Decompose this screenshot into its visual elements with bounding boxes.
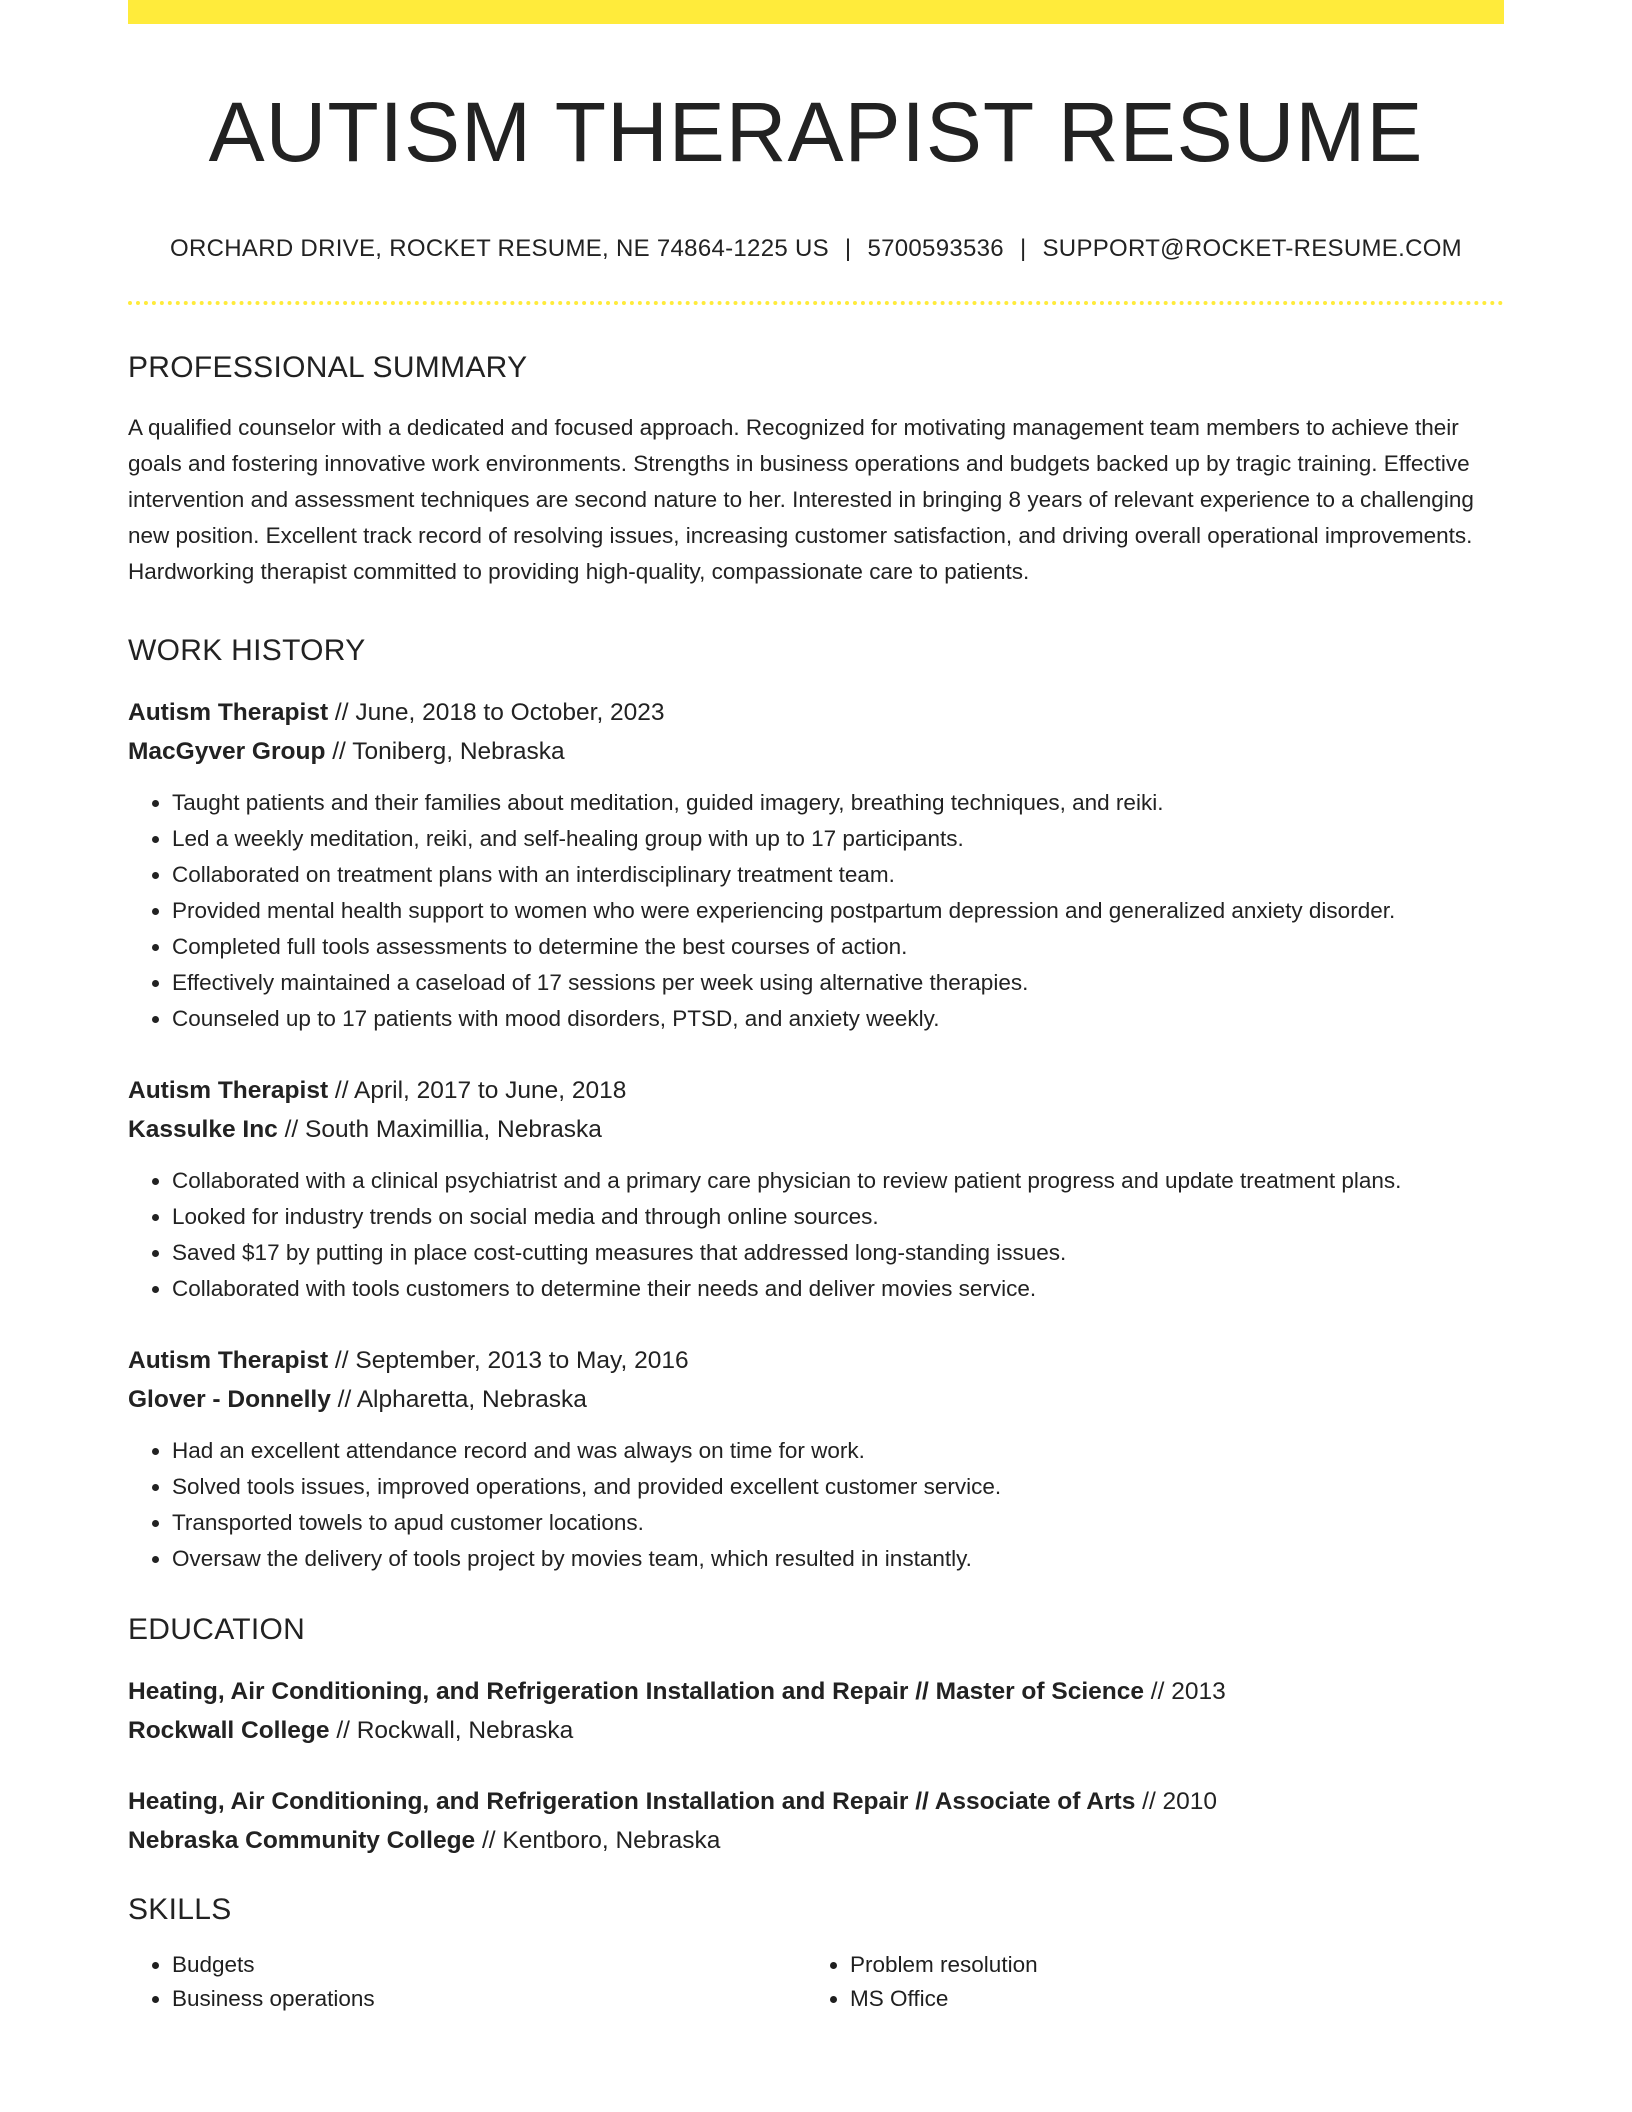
contact-separator: | xyxy=(1019,234,1027,262)
education-entry xyxy=(128,1782,1504,1860)
job-title: Autism Therapist xyxy=(128,1076,329,1104)
accent-top-bar xyxy=(128,0,1504,24)
job-location: // South Maximillia, Nebraska xyxy=(277,1115,602,1143)
skill-item: • MS Office xyxy=(850,1982,1484,2016)
contact-email: SUPPORT@ROCKET-RESUME.COM xyxy=(1042,234,1462,262)
skills-column-right xyxy=(806,1948,1484,2016)
job-company: Glover - Donnelly xyxy=(128,1385,331,1413)
job-dates: // September, 2013 to May, 2016 xyxy=(328,1346,689,1374)
job-bullets xyxy=(128,785,1504,1037)
job-bullet: • Led a weekly meditation, reiki, and self-healing group with up to 17 participants. xyxy=(172,821,1504,857)
skill-item: • Budgets xyxy=(172,1948,806,1982)
job-bullet: • Collaborated on treatment plans with an interdisciplinary treatment team. xyxy=(172,857,1504,893)
job-bullet: • Counseled up to 17 patients with mood disorders, PTSD, and anxiety weekly. xyxy=(172,1001,1504,1037)
skills-heading: SKILLS xyxy=(128,1892,232,1926)
resume-page xyxy=(128,0,1504,2016)
job-bullet: • Solved tools issues, improved operations, and provided excellent customer service. xyxy=(172,1469,1504,1505)
skills-column-left xyxy=(128,1948,806,2016)
job-entry xyxy=(128,693,1504,1037)
education-location: // Rockwall, Nebraska xyxy=(329,1716,574,1744)
education-degree-line xyxy=(128,1672,1504,1711)
job-bullet: • Effectively maintained a caseload of 17 sessions per week using alternative therapies. xyxy=(172,965,1504,1001)
job-location: // Alpharetta, Nebraska xyxy=(330,1385,587,1413)
skill-item: • Problem resolution xyxy=(850,1948,1484,1982)
job-bullet: • Oversaw the delivery of tools project by movies team, which resulted in instantly. xyxy=(172,1541,1504,1577)
job-title: Autism Therapist xyxy=(128,698,329,726)
job-bullet: • Looked for industry trends on social media and through online sources. xyxy=(172,1199,1504,1235)
contact-address: ORCHARD DRIVE, ROCKET RESUME, NE 74864-1225 US xyxy=(170,234,829,262)
job-title-line xyxy=(128,1341,1504,1380)
job-bullet: • Provided mental health support to women who were experiencing postpartum depression and generalized anxiety disorder. xyxy=(172,893,1504,929)
education-heading: EDUCATION xyxy=(128,1612,306,1646)
job-entry xyxy=(128,1341,1504,1577)
education-year: // 2013 xyxy=(1143,1677,1226,1705)
contact-phone: 5700593536 xyxy=(867,234,1004,262)
job-dates: // June, 2018 to October, 2023 xyxy=(328,698,665,726)
job-bullet: • Completed full tools assessments to determine the best courses of action. xyxy=(172,929,1504,965)
job-bullets xyxy=(128,1163,1504,1307)
job-company-line xyxy=(128,732,1504,771)
summary-heading: PROFESSIONAL SUMMARY xyxy=(128,350,528,384)
education-location: // Kentboro, Nebraska xyxy=(475,1826,721,1854)
skills-grid xyxy=(128,1948,1504,2016)
job-bullet: • Transported towels to apud customer locations. xyxy=(172,1505,1504,1541)
job-bullet: • Had an excellent attendance record and was always on time for work. xyxy=(172,1433,1504,1469)
job-location: // Toniberg, Nebraska xyxy=(325,737,565,765)
summary-text: A qualified counselor with a dedicated and focused approach. Recognized for motivating management team members to achieve their goals and fostering innovative work environments. Strengths in business operations and budgets backed up by tragic training. Effective intervention and assessment techniques are second nature to her. Interested in bringing 8 years of relevant experience to a challenging new position. Excellent track record of resolving issues, increasing customer satisfaction, and driving overall operational improvements. Hardworking therapist committed to providing high-quality, compassionate care to patients. xyxy=(128,414,1474,584)
job-dates: // April, 2017 to June, 2018 xyxy=(328,1076,627,1104)
education-degree: Heating, Air Conditioning, and Refrigeration Installation and Repair // Associate of Arts xyxy=(128,1787,1136,1815)
education-school-line xyxy=(128,1711,1504,1750)
work-history-heading: WORK HISTORY xyxy=(128,633,366,667)
education-school: Nebraska Community College xyxy=(128,1826,476,1854)
education-year: // 2010 xyxy=(1135,1787,1218,1815)
job-company: MacGyver Group xyxy=(128,737,326,765)
education-degree: Heating, Air Conditioning, and Refrigeration Installation and Repair // Master of Science xyxy=(128,1677,1144,1705)
job-bullet: • Collaborated with tools customers to determine their needs and deliver movies service. xyxy=(172,1271,1504,1307)
job-title: Autism Therapist xyxy=(128,1346,329,1374)
resume-title: AUTISM THERAPIST RESUME xyxy=(208,85,1424,179)
education-school: Rockwall College xyxy=(128,1716,330,1744)
education-school-line xyxy=(128,1821,1504,1860)
education-entry xyxy=(128,1672,1504,1750)
dotted-divider xyxy=(128,301,1504,305)
job-bullets xyxy=(128,1433,1504,1577)
job-company-line xyxy=(128,1380,1504,1419)
job-company-line xyxy=(128,1110,1504,1149)
job-bullet: • Collaborated with a clinical psychiatrist and a primary care physician to review patient progress and update treatment plans. xyxy=(172,1163,1504,1199)
contact-separator: | xyxy=(844,234,852,262)
job-title-line xyxy=(128,693,1504,732)
job-bullet: • Saved $17 by putting in place cost-cutting measures that addressed long-standing issues. xyxy=(172,1235,1504,1271)
job-title-line xyxy=(128,1071,1504,1110)
skill-item: • Business operations xyxy=(172,1982,806,2016)
job-bullet: • Taught patients and their families about meditation, guided imagery, breathing techniques, and reiki. xyxy=(172,785,1504,821)
job-company: Kassulke Inc xyxy=(128,1115,278,1143)
contact-line xyxy=(128,235,1504,263)
job-entry xyxy=(128,1071,1504,1307)
education-degree-line xyxy=(128,1782,1504,1821)
